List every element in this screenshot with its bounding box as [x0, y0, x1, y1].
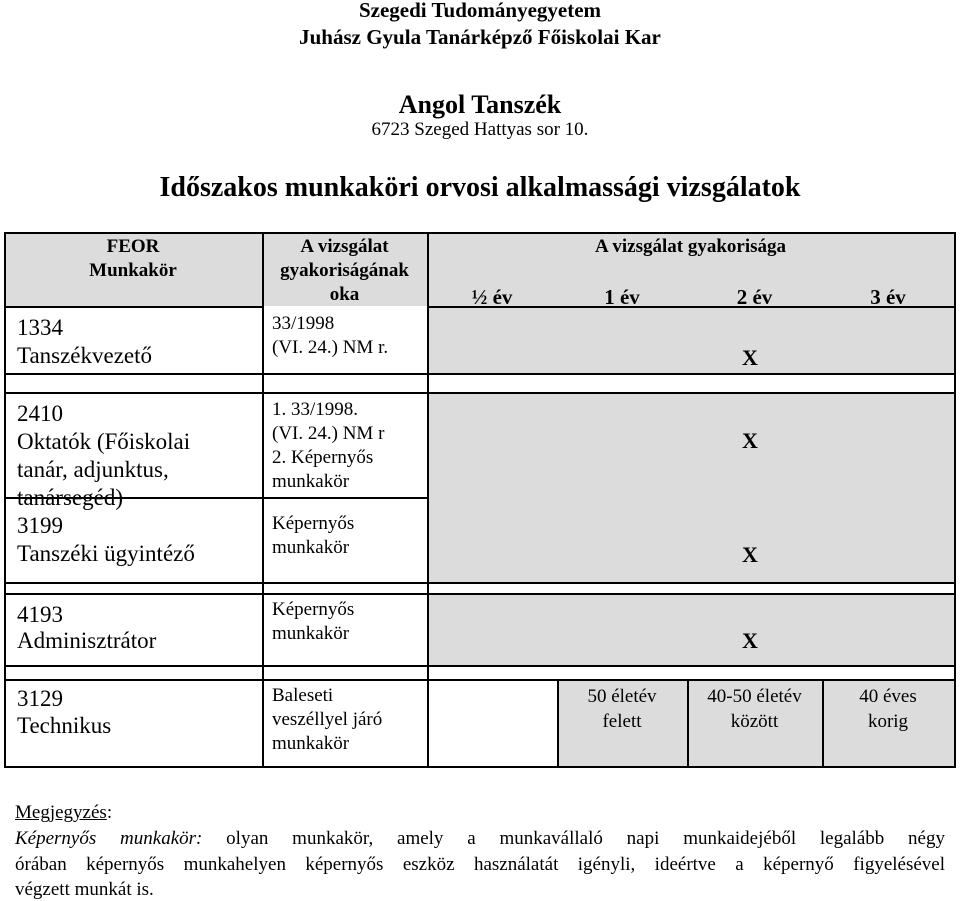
- row3-job: Tanszéki ügyintéző: [17, 541, 195, 566]
- header-reason-line1: A vizsgálat: [300, 236, 389, 257]
- rule-row4-bottom: [4, 665, 956, 667]
- table-right-border: [954, 232, 956, 768]
- row4-freq-shading: [427, 593, 956, 665]
- note-term: Képernyős munkakör:: [15, 828, 203, 849]
- department-name: Angol Tanszék: [398, 90, 562, 119]
- row2-reason-line4: munkakör: [272, 471, 350, 492]
- row2-feor-code: 2410: [17, 401, 63, 426]
- row5-feor-code: 3129: [17, 686, 63, 711]
- header-freq-1-year: 1 év: [604, 285, 640, 309]
- row2-job-line2: tanár, adjunktus,: [17, 457, 169, 482]
- row1-feor-code: 1334: [17, 315, 63, 340]
- rule-row5-top: [4, 679, 956, 681]
- row1-mark-2-year: X: [742, 345, 758, 370]
- faculty-name: Juhász Gyula Tanárképző Főiskolai Kar: [299, 25, 661, 49]
- rule-row2-top: [4, 392, 956, 394]
- row5-freq-1year-line2: felett: [602, 711, 642, 732]
- note-heading: [15, 803, 112, 822]
- header-freq-2-year: 2 év: [736, 285, 773, 309]
- row5-freq-2year-line2: között: [730, 711, 779, 732]
- header-freq-3-year: 3 év: [870, 285, 906, 309]
- row2-job-line3: tanársegéd): [17, 485, 123, 510]
- row5-freq-3year-line1: 40 éves: [859, 686, 917, 707]
- row5-reason-line2: veszéllyel járó: [272, 709, 383, 730]
- row2-reason-line2: (VI. 24.) NM r: [272, 423, 385, 444]
- note-line2: órában képernyős munkahelyen képernyős eszköz használatát igényli, ideértve a képernyő figyelésével: [15, 854, 945, 875]
- row5-freq-3year-line2: korig: [867, 711, 909, 732]
- header-frequency: A vizsgálat gyakorisága: [594, 236, 787, 257]
- row3-mark-2-year: X: [742, 542, 758, 567]
- note-heading-colon: :: [106, 802, 113, 823]
- row3-reason-line1: Képernyős: [272, 513, 355, 534]
- institution-name: Szegedi Tudományegyetem: [358, 0, 602, 22]
- header-freq-half-year: ½ év: [471, 285, 513, 309]
- row5-freq-2year-line1: 40-50 életév: [707, 686, 802, 707]
- row1-reason-line2: (VI. 24.) NM r.: [272, 337, 389, 358]
- document-title: Időszakos munkaköri orvosi alkalmassági vizsgálatok: [159, 172, 801, 203]
- row2-job-line1: Oktatók (Főiskolai: [17, 429, 191, 454]
- row3-reason-line2: munkakör: [272, 537, 350, 558]
- header-feor: FEOR: [106, 236, 160, 257]
- row4-job: Adminisztrátor: [17, 628, 157, 653]
- row4-reason-line1: Képernyős: [272, 599, 355, 620]
- row4-reason-line2: munkakör: [272, 623, 350, 644]
- row2-row3-freq-shading: [427, 392, 956, 582]
- rule-row4-top: [4, 593, 956, 595]
- note-line1: [15, 829, 945, 848]
- row5-freq-1year-line1: 50 életév: [587, 686, 657, 707]
- row5-job: Technikus: [17, 713, 112, 738]
- medical-exam-table: [4, 232, 956, 768]
- header-reason-line3: oka: [329, 284, 360, 305]
- row5-reason-line3: munkakör: [272, 733, 350, 754]
- note-heading-label: Megjegyzés: [15, 802, 107, 823]
- department-address: 6723 Szeged Hattyas sor 10.: [371, 119, 589, 140]
- row5-reason-line1: Baleseti: [272, 685, 334, 706]
- rule-col2: [427, 232, 429, 768]
- rule-col1: [262, 232, 264, 768]
- row4-feor-code: 4193: [17, 602, 63, 627]
- note-line3: végzett munkát is.: [15, 879, 154, 900]
- row1-job: Tanszékvezető: [17, 343, 153, 368]
- row1-reason-line1: 33/1998: [272, 313, 335, 334]
- rule-row3-bottom: [4, 582, 956, 584]
- row4-mark-2-year: X: [742, 628, 758, 653]
- row3-feor-code: 3199: [17, 513, 63, 538]
- table-top-border: [4, 232, 956, 234]
- header-job: Munkakör: [89, 260, 177, 281]
- row1-freq-shading: [427, 306, 956, 373]
- rule-header-left: [4, 306, 262, 308]
- rule-row1-bottom-a: [4, 373, 956, 375]
- header-reason-line2: gyakoriságának: [280, 260, 409, 281]
- table-bottom-border: [4, 766, 956, 768]
- table-left-border: [4, 232, 6, 768]
- row2-mark-2-year: X: [742, 428, 758, 453]
- row2-reason-line1: 1. 33/1998.: [272, 399, 359, 420]
- note-line1-rest: olyan munkakör, amely a munkavállaló napi munkaidejéből legalább négy: [202, 828, 945, 849]
- row2-reason-line3: 2. Képernyős: [272, 447, 374, 468]
